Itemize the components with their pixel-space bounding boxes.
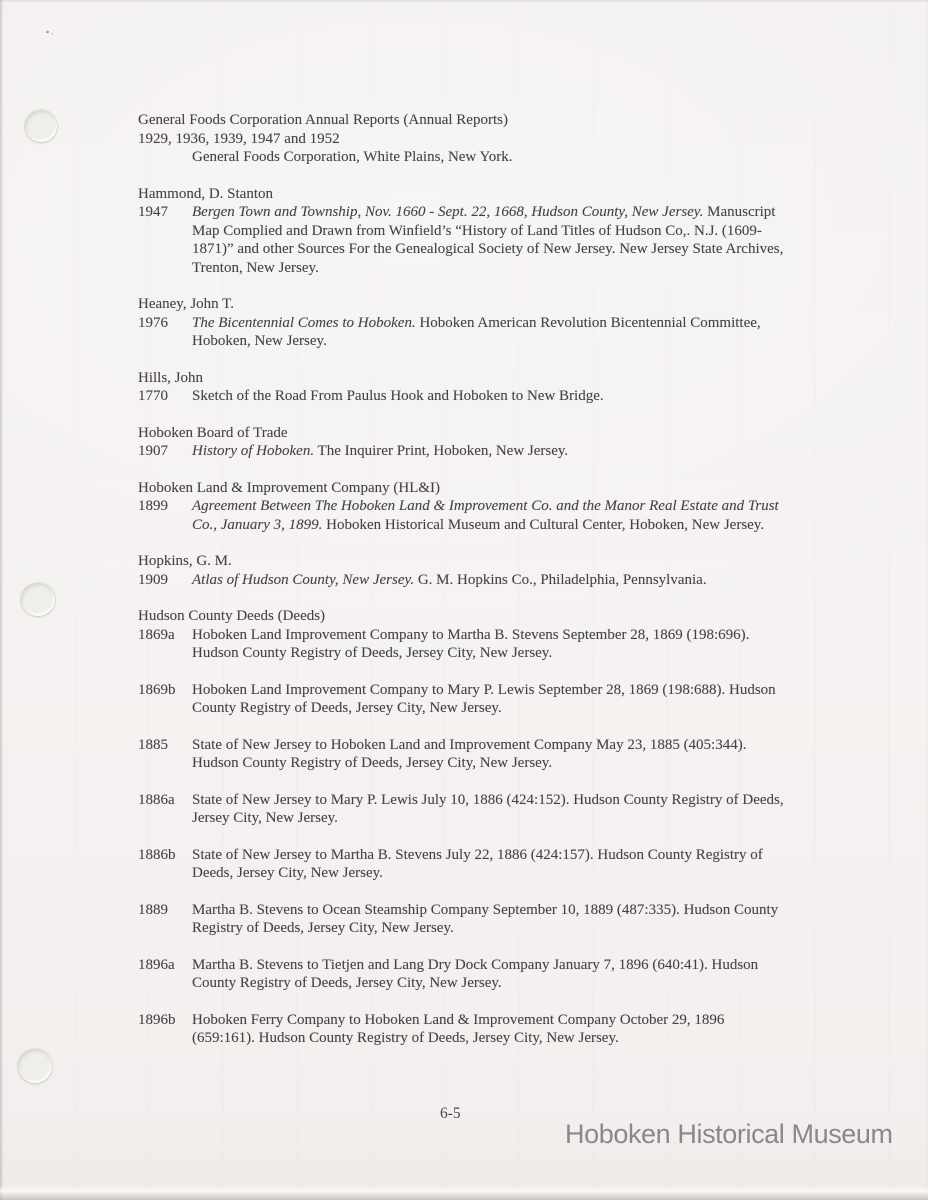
- section-entries: [138, 442, 790, 461]
- entry-text-part: Martha B. Stevens to Tietjen and Lang Dry Dock Company January 7, 1896 (640:41). Hudson County Registry of Deeds, Jersey City, New Jersey.: [192, 956, 759, 991]
- entry-text-part: Sketch of the Road From Paulus Hook and Hoboken to New Bridge.: [192, 388, 604, 404]
- entry-text-part: G. M. Hopkins Co., Philadelphia, Pennsylvania.: [414, 571, 707, 588]
- bibliography-entry: [138, 736, 790, 773]
- entry-text: [192, 626, 790, 663]
- entry-text: [192, 736, 790, 773]
- bibliography-entry: [138, 497, 790, 534]
- page-number: 6-5: [440, 1105, 461, 1122]
- bibliography-section: [138, 111, 790, 167]
- entry-text: [192, 497, 790, 534]
- entry-year: 1885: [138, 736, 168, 753]
- punch-hole-bottom: [18, 1049, 52, 1083]
- section-heading: Heaney, John T.: [138, 296, 234, 312]
- paper-bottom-edge: [0, 1186, 928, 1200]
- section-heading: Hopkins, G. M.: [138, 553, 232, 569]
- bibliography-entry: [138, 571, 790, 590]
- punch-hole-middle: [21, 583, 55, 616]
- entry-text: [192, 846, 790, 883]
- bibliography-section: [138, 295, 790, 351]
- entry-year: 1947: [138, 204, 168, 220]
- entry-text-part: Martha B. Stevens to Ocean Steamship Company September 10, 1889 (487:335). Hudson County Registry of Deeds, Jersey City, New Jersey.: [192, 901, 779, 936]
- entry-text-part: Hoboken American Revolution Bicentennial Committee, Hoboken, New Jersey.: [192, 314, 761, 349]
- entry-text: [192, 387, 790, 406]
- bibliography-section: [138, 369, 790, 406]
- entry-text-part: General Foods Corporation, White Plains, New York.: [192, 149, 513, 165]
- section-heading: General Foods Corporation Annual Reports (Annual Reports): [138, 112, 508, 128]
- entry-text-part: State of New Jersey to Martha B. Stevens July 22, 1886 (424:157). Hudson County Registry of Deeds, Jersey City, New Jersey.: [192, 846, 763, 881]
- entry-year: 1869b: [138, 681, 176, 698]
- entry-text: [192, 791, 790, 828]
- bibliography-entry: [138, 846, 790, 883]
- entry-year: 1896b: [138, 1011, 176, 1028]
- watermark: Hoboken Historical Museum: [565, 1119, 893, 1149]
- bibliography-entry: [138, 314, 790, 351]
- bibliography-entry: [138, 442, 790, 461]
- entry-text: [192, 571, 790, 590]
- entry-text: [192, 314, 790, 351]
- section-heading: Hudson County Deeds (Deeds): [138, 608, 326, 624]
- bibliography-entry: [138, 203, 790, 277]
- entry-year: 1976: [138, 314, 168, 331]
- section-heading: Hammond, D. Stanton: [138, 185, 273, 202]
- entry-year: 1889: [138, 901, 168, 918]
- section-entries: [138, 571, 790, 590]
- entry-text-part: Manuscript Map Complied and Drawn from Winfield’s “History of Land Titles of Hudson Co,. N.J. (1609-1871)” and other Sources For the Genealogical Society of New Jersey. New Jersey State Archives, Trenton, New Jersey.: [192, 204, 784, 276]
- entry-year: 1896a: [138, 956, 175, 973]
- entry-text-part: Hoboken Land Improvement Company to Mary P. Lewis September 28, 1869 (198:688). Hudson County Registry of Deeds, Jersey City, New Jersey.: [192, 681, 776, 716]
- punch-hole-top: [25, 110, 57, 142]
- entry-text-part: Bergen Town and Township, Nov. 1660 - Sept. 22, 1668, Hudson County, New Jersey.: [192, 204, 704, 220]
- entry-text: [192, 901, 790, 938]
- entry-year: 1886a: [138, 791, 175, 808]
- bibliography-entry: [138, 148, 790, 167]
- section-heading: Hills, John: [138, 369, 204, 386]
- bibliography-section: [138, 185, 790, 278]
- section-heading: Hoboken Land & Improvement Company (HL&I): [138, 479, 441, 496]
- entry-year: 1886b: [138, 846, 176, 863]
- section-entries: [138, 387, 790, 406]
- bibliography-entry: [138, 956, 790, 993]
- section-entries: [138, 497, 790, 534]
- bibliography-section: [138, 479, 790, 535]
- bibliography-entry: [138, 1011, 790, 1048]
- entry-text-part: Hoboken Ferry Company to Hoboken Land & Improvement Company October 29, 1896 (659:161). Hudson County Registry of Deeds, Jersey City, New Jersey.: [192, 1011, 725, 1046]
- section-entries: [138, 148, 790, 167]
- entry-text-part: State of New Jersey to Hoboken Land and Improvement Company May 23, 1885 (405:344). Hudson County Registry of Deeds, Jersey City, New Jersey.: [192, 736, 747, 771]
- entry-text-part: State of New Jersey to Mary P. Lewis July 10, 1886 (424:152). Hudson County Registry of Deeds, Jersey City, New Jersey.: [192, 791, 784, 826]
- bibliography: [138, 111, 790, 1066]
- bibliography-section: [138, 424, 790, 461]
- bibliography-entry: [138, 387, 790, 406]
- section-subheading: 1929, 1936, 1939, 1947 and 1952: [138, 130, 340, 147]
- entry-text: [192, 1011, 790, 1048]
- entry-text-part: The Bicentennial Comes to Hoboken.: [192, 314, 416, 331]
- bibliography-entry: [138, 626, 790, 663]
- entry-year: 1869a: [138, 626, 175, 643]
- bibliography-entry: [138, 791, 790, 828]
- entry-text: [192, 203, 790, 277]
- entry-text-part: Agreement Between The Hoboken Land & Improvement Co. and the Manor Real Estate and Trust Co., January 3, 1899.: [192, 498, 779, 533]
- entry-year: 1909: [138, 571, 168, 588]
- bibliography-entry: [138, 681, 790, 718]
- bibliography-entry: [138, 901, 790, 938]
- entry-text: [192, 956, 790, 993]
- bibliography-section: [138, 607, 790, 1048]
- entry-year: 1899: [138, 498, 168, 514]
- entry-text: [192, 442, 790, 461]
- section-entries: [138, 314, 790, 351]
- entry-text-part: Hoboken Historical Museum and Cultural Center, Hoboken, New Jersey.: [322, 516, 765, 533]
- entry-text: [192, 148, 790, 167]
- entry-text-part: Hoboken Land Improvement Company to Martha B. Stevens September 28, 1869 (198:696). Hudson County Registry of Deeds, Jersey City, New Jersey.: [192, 626, 750, 661]
- entry-text: [192, 681, 790, 718]
- bibliography-section: [138, 552, 790, 589]
- entry-text-part: History of Hoboken.: [192, 443, 315, 459]
- section-entries: [138, 203, 790, 277]
- entry-text-part: The Inquirer Print, Hoboken, New Jersey.: [314, 443, 569, 459]
- entry-year: 1770: [138, 388, 168, 404]
- section-entries: [138, 626, 790, 1048]
- entry-text-part: Atlas of Hudson County, New Jersey.: [192, 571, 415, 588]
- ink-speck: [46, 31, 49, 34]
- section-heading: Hoboken Board of Trade: [138, 424, 288, 441]
- entry-year: 1907: [138, 443, 168, 459]
